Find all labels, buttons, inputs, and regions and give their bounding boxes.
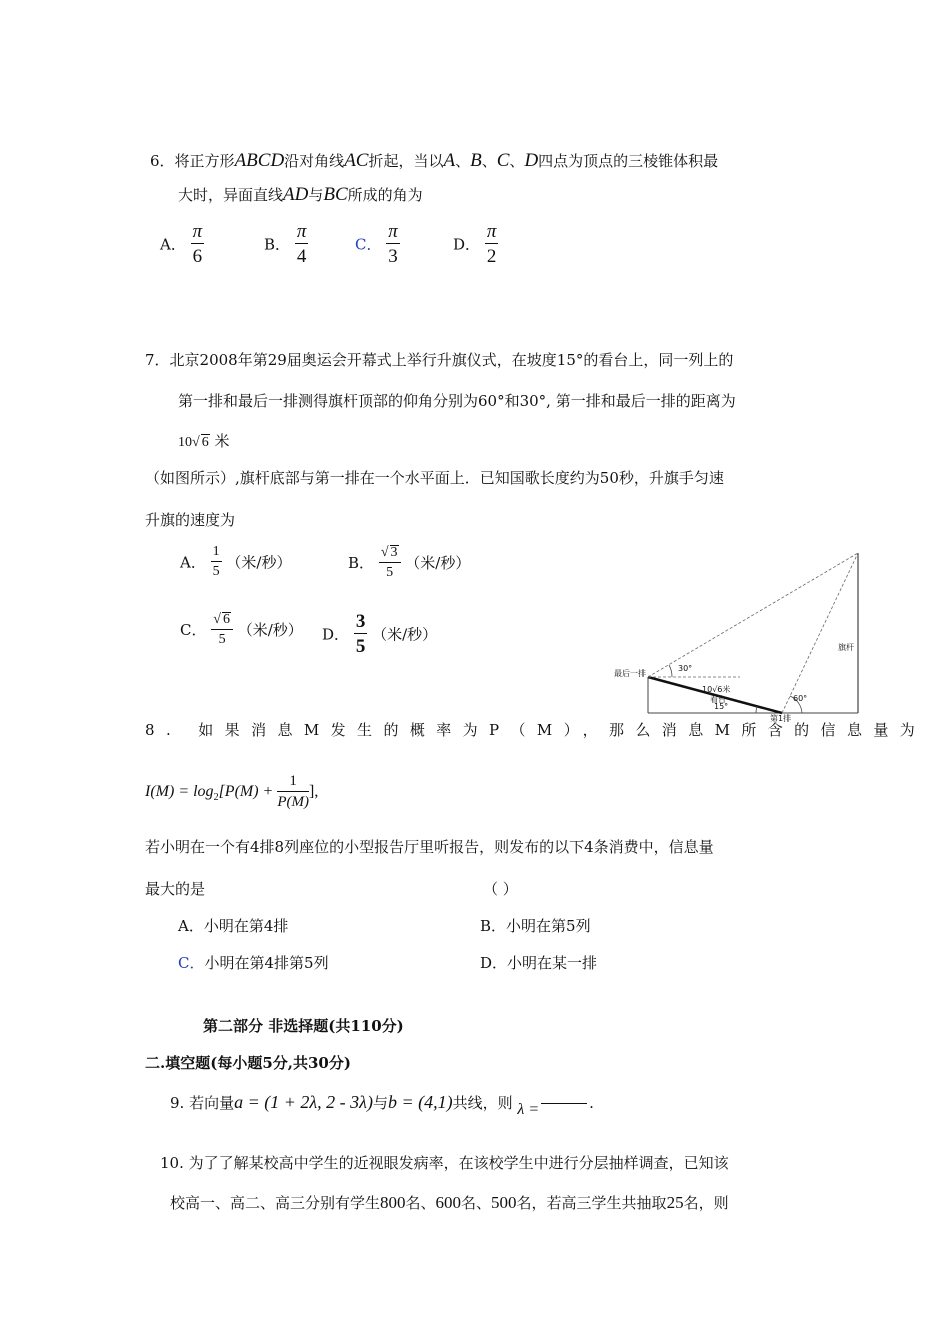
q7-option-c-unit: （米/秒）: [237, 621, 303, 639]
q9-answer-blank[interactable]: [541, 1103, 587, 1104]
q6-sep-2: 、: [481, 152, 497, 170]
q8-option-b[interactable]: B．小明在第5列: [480, 917, 591, 935]
q8-formula-num: 1: [277, 774, 309, 792]
q7-option-d-fraction: [354, 612, 368, 656]
figure-label-last-row: 最后一排: [614, 669, 646, 678]
q8-formula-fraction: [277, 774, 309, 810]
q9-line: [170, 1092, 594, 1119]
figure-distance-rad: 6: [717, 685, 723, 694]
q7-option-a-unit: （米/秒）: [226, 553, 292, 572]
part2-title: 第二部分 非选择题(共110分): [203, 1017, 404, 1035]
figure-arc-30: [669, 665, 672, 677]
q6-line2: [178, 184, 423, 206]
figure-distance-sqrt: √: [712, 685, 718, 694]
q7-sqrt-symbol: √: [192, 435, 200, 450]
q7-option-b[interactable]: [348, 545, 470, 580]
q6-line2-text-b: 与: [308, 186, 324, 204]
section-fill-blank: 二.填空题(每小题5分,共30分): [145, 1054, 351, 1072]
q6-text-4: 四点为顶点的三棱锥体积最: [538, 152, 719, 170]
figure-sightline-60: [782, 553, 858, 713]
q10-line2: [170, 1192, 729, 1213]
q6-option-d[interactable]: [453, 222, 498, 266]
q7-option-a-label: A．: [180, 553, 206, 572]
q6-text-3: 折起，当以: [368, 152, 444, 170]
q6-number: 6．: [150, 152, 175, 170]
q6-option-c-num: π: [388, 221, 398, 242]
q10-num-500: 500: [491, 1193, 517, 1212]
q10-text-b: 名、: [405, 1194, 436, 1212]
figure-distance-coef: 10: [702, 685, 713, 694]
q6-ad: AD: [283, 184, 309, 205]
figure-label-pole: 旗杆: [838, 643, 854, 652]
q6-option-d-num: π: [486, 221, 497, 242]
q7-option-b-sqrt: √: [380, 545, 389, 560]
q6-option-c-den: 3: [388, 246, 398, 267]
q6-option-a-den: 6: [192, 246, 203, 267]
q8-option-a[interactable]: A．小明在第4排: [178, 917, 289, 935]
q6-ac: AC: [344, 150, 369, 171]
q7-option-a-fraction: [211, 545, 222, 579]
q8-formula-lhs: I(M) = log: [145, 783, 214, 800]
q7-option-d-den: 5: [355, 636, 366, 657]
q6-option-c-label: C．: [355, 235, 382, 254]
q8-formula-den: P(M): [277, 794, 309, 810]
q8-option-c-text: 小明在第4排第5列: [204, 954, 329, 972]
q7-option-c-fraction: [211, 612, 233, 647]
q8-formula-end: ],: [309, 783, 319, 800]
figure-sightline-30: [648, 553, 858, 677]
q8-formula: [145, 774, 318, 810]
q9-suffix: 共线，则: [452, 1094, 513, 1112]
q6-option-b[interactable]: [264, 222, 308, 266]
q7-option-a-den: 5: [212, 564, 220, 579]
figure-label-angle-15: 15°: [714, 702, 729, 711]
figure-label-angle-60: 60°: [793, 694, 808, 703]
q6-option-c-fraction: [386, 222, 400, 266]
q7-option-b-num: [379, 545, 401, 563]
q8-formula-mid: [P(M) +: [218, 783, 278, 800]
q8-option-d[interactable]: D．小明在某一排: [480, 954, 598, 972]
q7-option-b-label: B．: [348, 554, 375, 572]
q6-bc: BC: [323, 184, 348, 205]
q7-option-c-label: C．: [180, 621, 207, 639]
q10-num-800: 800: [380, 1193, 406, 1212]
q6-point-a: A: [443, 150, 456, 171]
q10-text-a: 校高一、高二、高三分别有学生: [170, 1194, 381, 1212]
figure-label-first-row: 第1排: [770, 714, 792, 723]
q9-vector-b: b = (4,1): [387, 1092, 453, 1112]
q6-option-b-den: 4: [296, 246, 307, 267]
q7-distance-coef: 10: [178, 435, 192, 450]
q8-answer-paren: （ ）: [483, 880, 518, 898]
q6-option-a-label: A．: [160, 235, 186, 254]
q9-lambda: λ =: [517, 1101, 540, 1118]
q6-abcd: ABCD: [234, 150, 285, 171]
q7-line2: 第一排和最后一排测得旗杆顶部的仰角分别为60°和30°, 第一排和最后一排的距离为: [178, 392, 736, 410]
q7-option-b-radicand: 3: [390, 545, 398, 560]
q7-line4: （如图所示）,旗杆底部与第一排在一个水平面上．已知国歌长度约为50秒，升旗手匀速: [145, 469, 724, 487]
q6-option-b-fraction: [295, 222, 309, 266]
q9-mid: 与: [372, 1094, 388, 1112]
q7-option-c-den: 5: [218, 632, 226, 647]
q7-option-d-num: 3: [355, 611, 366, 632]
q6-option-d-den: 2: [486, 246, 497, 267]
q7-option-a[interactable]: [180, 545, 291, 579]
q6-option-d-fraction: [485, 222, 499, 266]
q6-sep-1: 、: [455, 152, 471, 170]
q6-option-a-fraction: [191, 222, 205, 266]
q7-option-d[interactable]: [322, 612, 437, 656]
q7-option-d-label: D．: [322, 625, 350, 644]
q7-option-d-unit: （米/秒）: [372, 625, 438, 644]
q6-line2-text-a: 大时，异面直线: [178, 186, 284, 204]
q7-option-c-radicand: 6: [222, 612, 230, 627]
q6-text-2: 沿对角线: [284, 152, 345, 170]
q8-option-c[interactable]: [178, 952, 329, 973]
q6-option-a[interactable]: [160, 222, 204, 266]
q7-line1: 7．北京2008年第29届奥运会开幕式上举行升旗仪式，在坡度15°的看台上，同一列上的: [145, 351, 734, 369]
q6-option-d-label: D．: [453, 235, 481, 254]
q6-point-d: D: [524, 150, 539, 171]
q6-point-c: C: [496, 150, 510, 171]
q6-text-1: 将正方形: [174, 152, 235, 170]
q7-option-b-den: 5: [386, 565, 394, 580]
q8-formula-base: 2: [213, 791, 219, 803]
q7-distance-radicand: 6: [201, 435, 209, 450]
q10-line1: 10. 为了了解某校高中学生的近视眼发病率，在该校学生中进行分层抽样调查，已知该: [160, 1154, 729, 1172]
q9-vector-a: a = (1 + 2λ, 2 - 3λ): [234, 1092, 373, 1112]
q7-option-b-fraction: [379, 545, 401, 580]
q8-line4: 最大的是: [145, 880, 206, 898]
q6-option-b-num: π: [296, 221, 307, 242]
q7-line3: [178, 430, 229, 451]
q6-line1: [150, 150, 718, 172]
q10-text-e: 名，则: [683, 1194, 729, 1212]
q6-sep-3: 、: [509, 152, 525, 170]
q10-text-d: 名，若高三学生共抽取: [516, 1194, 667, 1212]
q7-option-c-sqrt: √: [213, 612, 221, 627]
figure-label-angle-30: 30°: [678, 664, 693, 673]
figure-label-distance: [702, 684, 730, 694]
q10-text-c: 名、: [461, 1194, 492, 1212]
q6-option-c[interactable]: [355, 222, 400, 266]
q6-option-a-num: π: [192, 221, 203, 242]
q8-option-c-label: C．: [178, 954, 205, 972]
q7-option-a-num: 1: [211, 545, 222, 562]
q9-end: .: [589, 1094, 594, 1112]
q8-line1: 8. 如果消息M发生的概率为P（M），那么消息M所含的信息量为: [145, 721, 927, 739]
q7-option-c-num: [211, 612, 233, 630]
q10-num-25: 25: [666, 1193, 684, 1212]
q9-prefix: 9. 若向量: [170, 1094, 235, 1112]
q7-option-c[interactable]: [180, 612, 303, 647]
q10-num-600: 600: [435, 1193, 462, 1212]
flagpole-figure: [610, 545, 870, 725]
figure-label-stand: 看台: [710, 695, 726, 704]
q6-line2-text-c: 所成的角为: [347, 186, 423, 204]
q7-distance-unit: 米: [214, 432, 230, 450]
figure-distance-unit: 米: [722, 685, 731, 694]
q7-option-b-unit: （米/秒）: [405, 554, 471, 572]
q7-line5: 升旗的速度为: [145, 511, 236, 529]
q8-line3: 若小明在一个有4排8列座位的小型报告厅里听报告，则发布的以下4条消费中，信息量: [145, 838, 714, 856]
q6-option-b-label: B．: [264, 235, 291, 254]
q6-point-b: B: [470, 150, 482, 171]
